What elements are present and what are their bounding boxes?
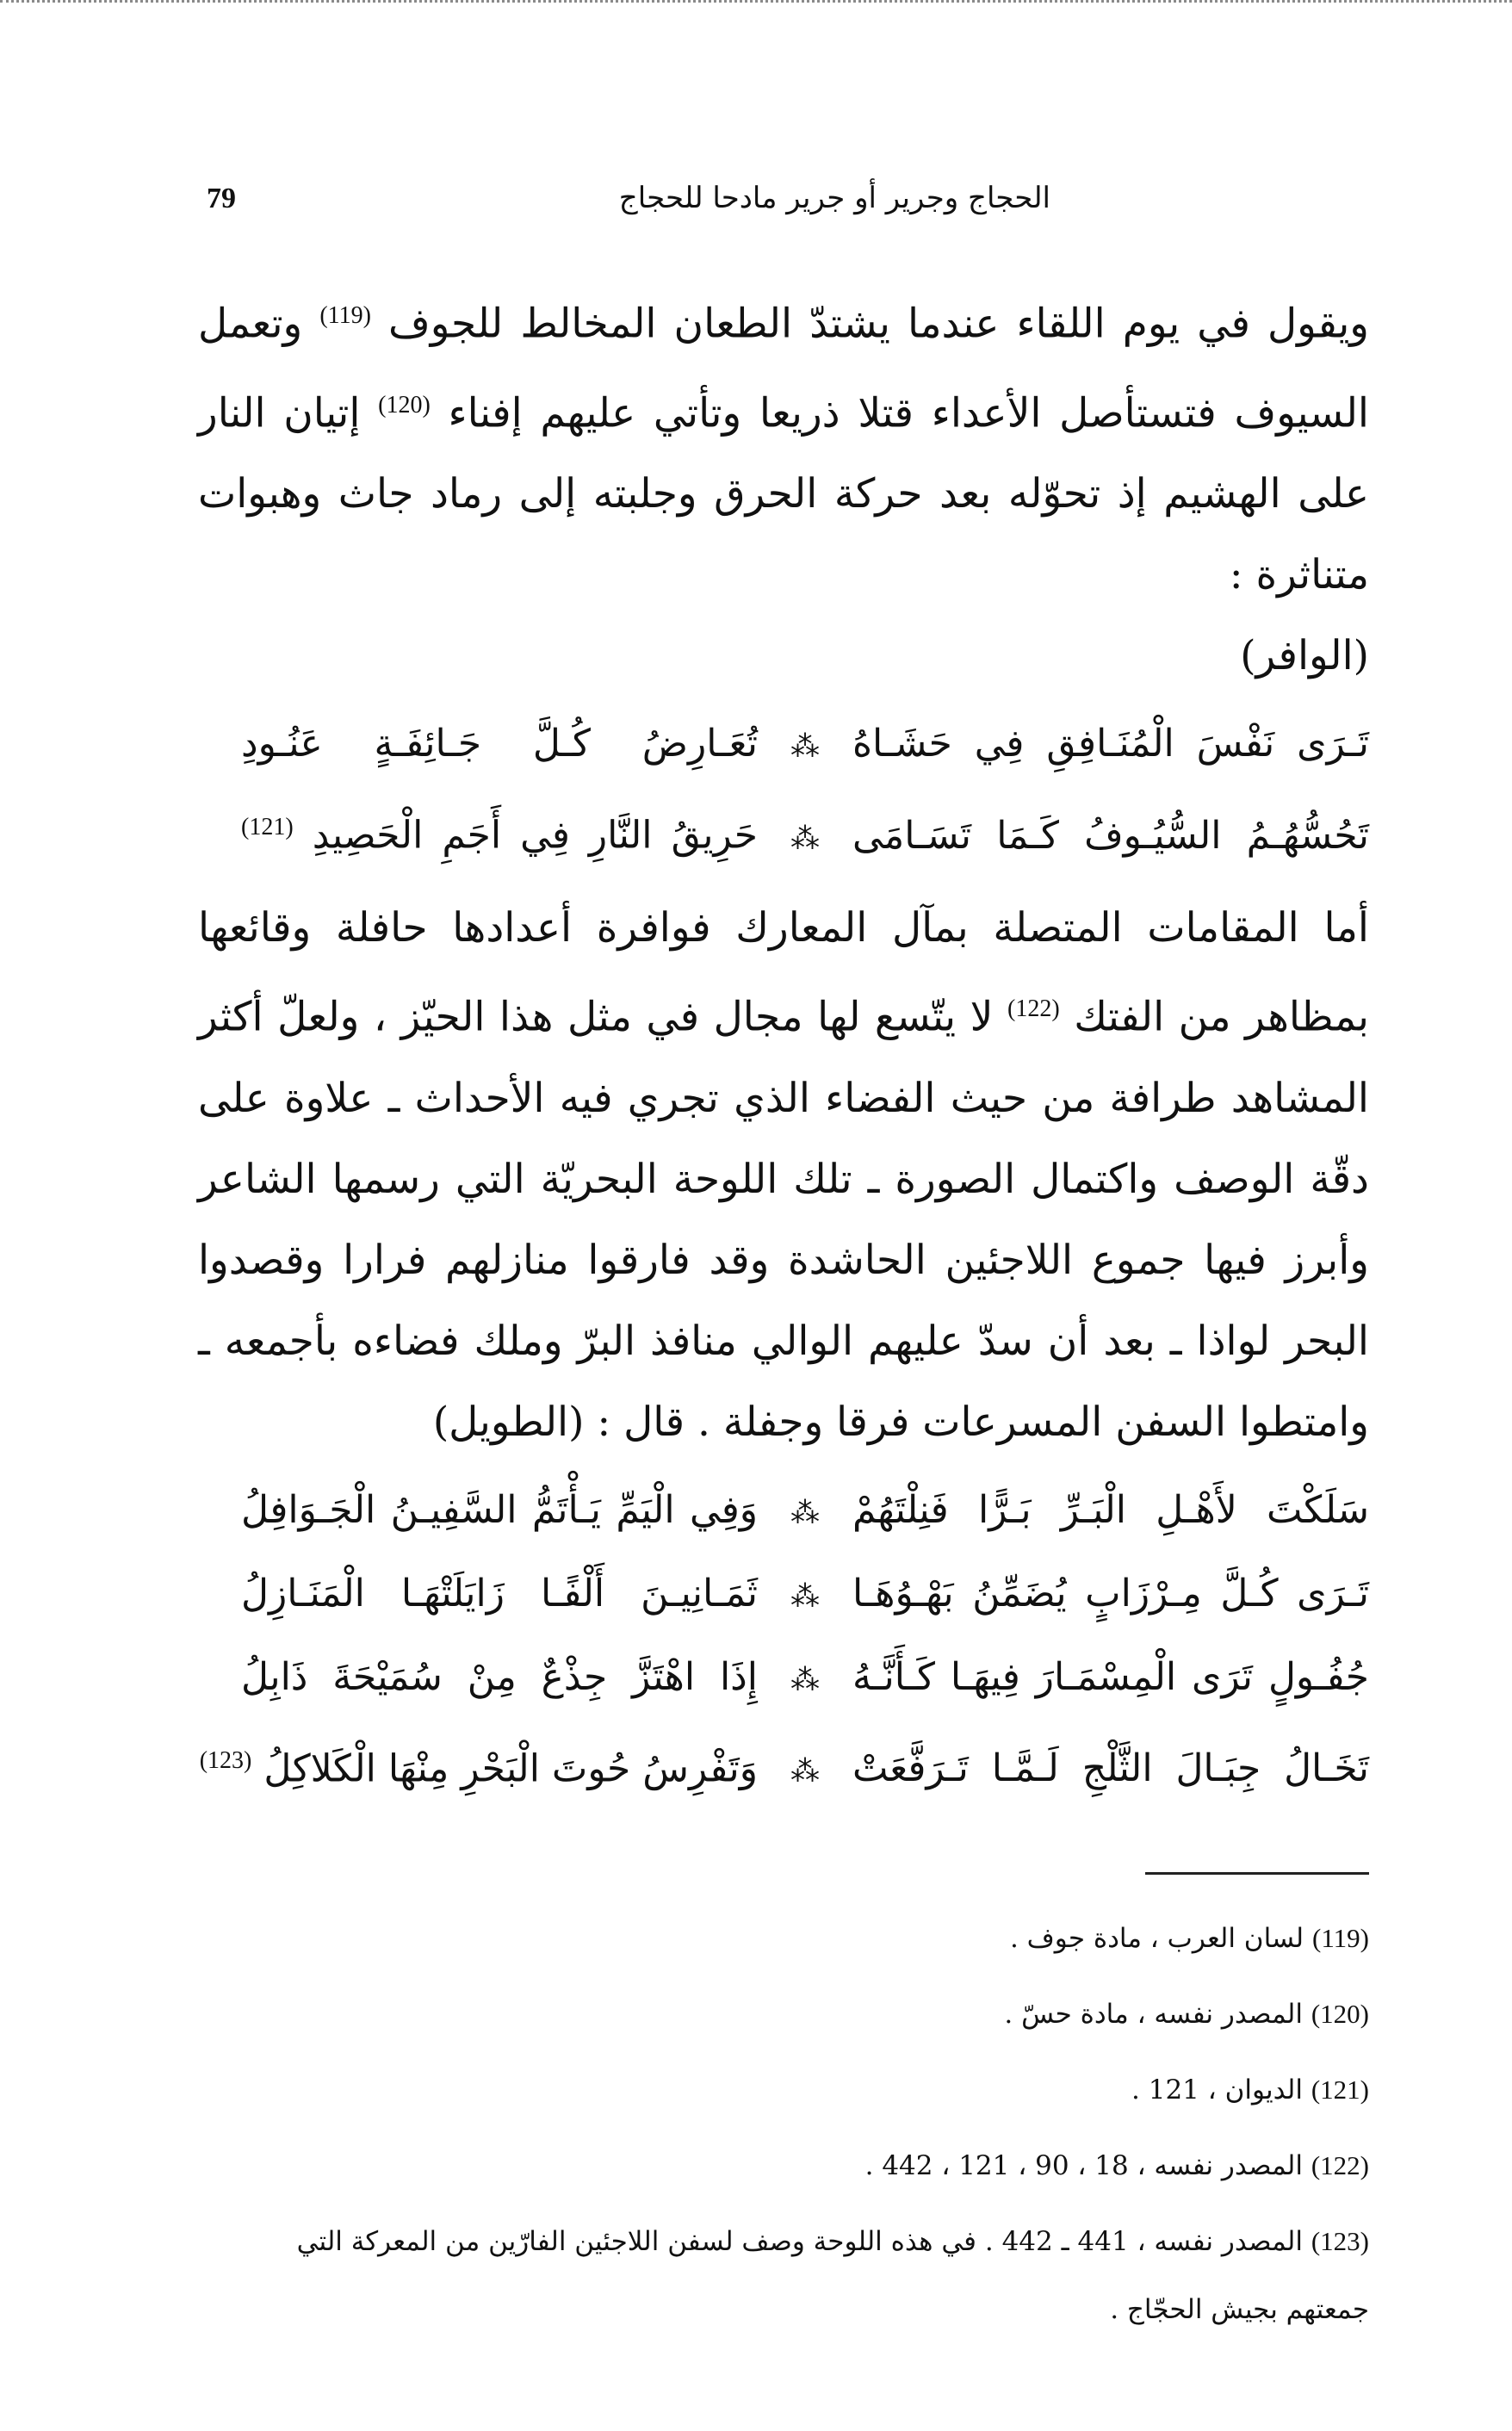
footnote-121 (198, 2052, 1369, 2128)
page-number: 79 (207, 183, 236, 214)
asterism-separator: ⁂ (790, 821, 820, 856)
verse-line (198, 1637, 1369, 1721)
footnote-120 (198, 1976, 1369, 2052)
verse-second-hemistich: وَفِي الْيَمِّ يَـأْتَمُّ السَّفِيـنُ الْجَـوَافِلُ (241, 1487, 758, 1532)
asterism-separator: ⁂ (790, 1495, 820, 1530)
footnote-ref-120[interactable]: (120) (378, 391, 431, 419)
footnote-number: (122) (1311, 2150, 1369, 2181)
running-title: الحجاج وجرير أو جرير مادحا للحجاج (618, 181, 1050, 215)
footnote-number: (120) (1311, 1999, 1369, 2030)
footnote-123-continuation: جمعتهم بجيش الحجّاج . (1110, 2294, 1369, 2326)
footnote-123 (198, 2204, 1369, 2279)
paragraph-text: وتعمل السيوف فتستأصل الأعداء قتلا ذريعا وتأتي عليهم إفناء (198, 300, 1369, 437)
paragraph-sea-scene (198, 888, 1369, 1463)
verse-second-hemistich: ثَمَـانِيـنَ أَلْفًـا زَايَلَتْهَـا الْمَنَـازِلُ (241, 1571, 758, 1615)
meter-label-wafir: (الوافر) (1240, 632, 1369, 680)
verse-second-hemistich (241, 787, 758, 877)
verse-first-hemistich: تَـرَى كُـلَّ مِـرْزَابٍ يُضَمِّنُ بَهْـوُهَـا (852, 1571, 1369, 1615)
verse-first-hemistich: تَخَـالُ جِبَـالَ الثَّلْجِ لَـمَّـا تَـرَفَّعَتْ (852, 1746, 1369, 1791)
verse-first-hemistich: تَحُسُّهُـمُ السُّيُـوفُ كَـمَا تَسَـامَى (852, 813, 1369, 858)
page-top-edge (0, 0, 1512, 3)
verse-line (198, 1721, 1369, 1813)
footnote-119 (198, 1901, 1369, 1976)
verse-line (198, 704, 1369, 787)
footnote-text: الديوان ، 121 . (1131, 2074, 1303, 2106)
verse-first-hemistich: جُفُـولٍ تَرَى الْمِسْمَـارَ فِيهَـا كَـأَنَّـهُ (852, 1654, 1369, 1699)
asterism-separator: ⁂ (790, 1662, 820, 1697)
paragraph-text: إتيان النار على الهشيم إذ تحوّله بعد حركة الحرق وجلبته إلى رماد جاث وهبوات متناثرة : (198, 389, 1369, 599)
footnote-text: لسان العرب ، مادة جوف . (1009, 1923, 1304, 1955)
footnote-text: المصدر نفسه ، 18 ، 90 ، 121 ، 442 . (864, 2150, 1303, 2182)
footnote-ref-121[interactable]: (121) (241, 814, 294, 841)
verse-line (198, 1553, 1369, 1637)
footnote-text: المصدر نفسه ، مادة حسّ . (1004, 1999, 1303, 2031)
poem-tawil (198, 1470, 1369, 1813)
footnote-number: (119) (1311, 1923, 1369, 1954)
verse-second-hemistich: إِذَا اهْتَزَّ جِذْعٌ مِنْ سُمَيْحَةَ ذَابِلُ (241, 1654, 758, 1699)
verse-second-hemistich: تُعَـارِضُ كُـلَّ جَـائِفَـةٍ عَنُـودِ (241, 722, 758, 766)
footnote-number: (121) (1311, 2074, 1369, 2105)
poem-wafir (198, 704, 1369, 879)
hemistich-text: وَتَفْرِسُ حُوتَ الْبَحْرِ مِنْهَا الْكَلاكِلُ (263, 1746, 758, 1791)
verse-first-hemistich: تَـرَى نَفْسَ الْمُنَـافِقِ فِي حَشَـاهُ (852, 722, 1369, 766)
footnote-ref-119[interactable]: (119) (319, 302, 371, 329)
paragraph-text: أما المقامات المتصلة بمآل المعارك فوافرة أعدادها حافلة وقائعها بمظاهر من الفتك (198, 903, 1369, 1041)
hemistich-text: حَرِيقُ النَّارِ فِي أَجَمِ الْحَصِيدِ (312, 813, 758, 858)
paragraph-intro (198, 276, 1369, 616)
paragraph-text: ويقول في يوم اللقاء عندما يشتدّ الطعان المخالط للجوف (388, 300, 1369, 348)
verse-line (198, 787, 1369, 879)
footnote-ref-122[interactable]: (122) (1007, 995, 1060, 1022)
asterism-separator: ⁂ (790, 1578, 820, 1614)
asterism-separator: ⁂ (790, 1754, 820, 1789)
verse-second-hemistich (200, 1721, 758, 1810)
footnote-number: (123) (1311, 2226, 1369, 2257)
footnotes (198, 1901, 1369, 2340)
running-header (198, 172, 1369, 224)
footnote-122 (198, 2128, 1369, 2204)
verse-first-hemistich: سَلَكْتَ لأَهْـلِ الْبَـرِّ بَـرًّا فَنِلْتَهُمْ (852, 1487, 1369, 1532)
paragraph-text: لا يتّسع لها مجال في مثل هذا الحيّز ، ولعلّ أكثر المشاهد طرافة من حيث الفضاء الذي تجري فيه الأحداث ـ علاوة على دقّة الوصف واكتمال الصورة ـ تلك اللوحة البحريّة التي رسمها الشاعر وأبرز فيها جموع اللاجئين الحاشدة وقد فارقوا منازلهم فرارا وقصدوا البحر لواذا ـ بعد أن سدّ عليهم الوالي منافذ البرّ وملك فضاءه بأجمعه ـ وامتطوا السفن المسرعات فرقا وجفلة . قال : (الطويل) (198, 993, 1369, 1446)
footnote-divider (1145, 1872, 1369, 1875)
footnote-text: المصدر نفسه ، 441 ـ 442 . في هذه اللوحة وصف لسفن اللاجئين الفارّين من المعركة التي (296, 2226, 1303, 2258)
verse-line (198, 1470, 1369, 1553)
footnote-ref-123[interactable]: (123) (199, 1746, 252, 1774)
asterism-separator: ⁂ (790, 729, 820, 765)
book-page (198, 172, 1369, 2340)
